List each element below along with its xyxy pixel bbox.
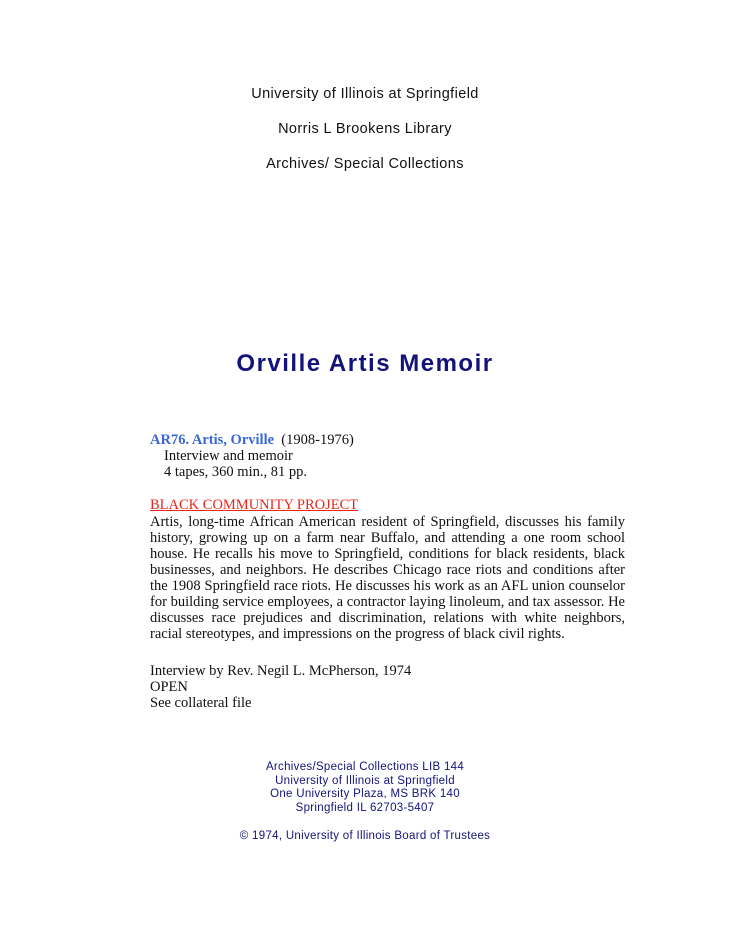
copyright-notice: © 1974, University of Illinois Board of Trustees	[239, 830, 491, 842]
access-status: OPEN	[150, 679, 188, 695]
abstract-text: Artis, long-time African American resident of Springfield, discusses his family history, growing up on a farm near Buffalo, and attending a one room school house. He recalls his move to Springfield, conditions for black residents, black businesses, and neighbors. He describes Chicago race riots and conditions after the 1908 Springfield race riots. He discusses his work as an AFL union counselor for building service employees, a contractor laying linoleum, and tax assessor. He discusses race prejudices and discrimination, relations with white neighbors, racial stereotypes, and impressions on the progress of black civil rights.	[150, 514, 625, 642]
interviewer-note: Interview by Rev. Negil L. McPherson, 1974	[150, 663, 412, 679]
project-link[interactable]: BLACK COMMUNITY PROJECT	[150, 497, 359, 513]
header-department: Archives/ Special Collections	[266, 156, 464, 172]
record-extent: 4 tapes, 360 min., 81 pp.	[164, 464, 307, 480]
footer-line-3: One University Plaza, MS BRK 140	[270, 788, 460, 800]
record-format: Interview and memoir	[164, 448, 293, 464]
notes	[150, 663, 630, 711]
collateral-note: See collateral file	[150, 695, 252, 711]
record-heading	[150, 432, 630, 448]
header-institution: University of Illinois at Springfield	[251, 86, 479, 102]
footer-address	[0, 761, 730, 815]
footer-line-4: Springfield IL 62703-5407	[295, 801, 435, 814]
header-library: Norris L Brookens Library	[278, 121, 452, 137]
footer-line-2: University of Illinois at Springfield	[275, 774, 455, 787]
page-title: Orville Artis Memoir	[236, 350, 494, 377]
record-info	[150, 432, 630, 480]
life-dates: (1908-1976)	[281, 432, 354, 448]
footer-line-1: Archives/Special Collections LIB 144	[265, 761, 465, 773]
call-number: AR76. Artis, Orville	[150, 432, 275, 448]
